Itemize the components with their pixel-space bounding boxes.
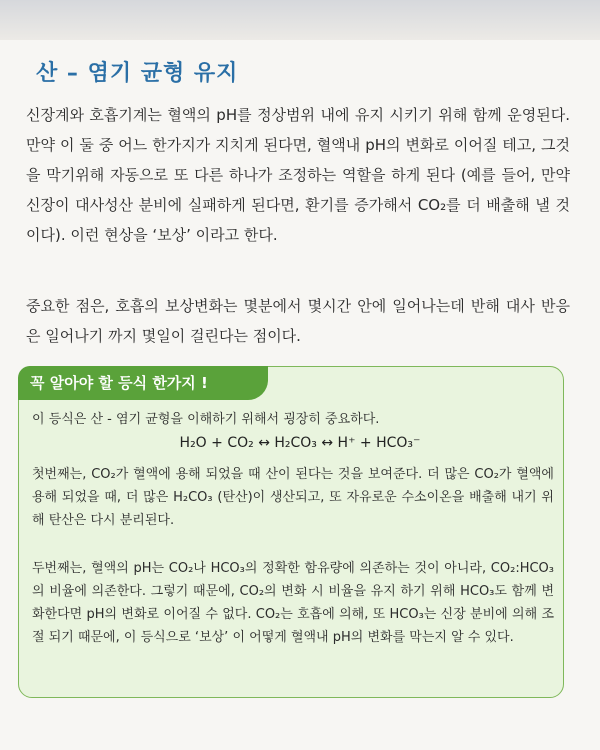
info-box-title: 꼭 알아야 할 등식 한가지 ! [18,366,268,400]
info-box-paragraph-1: 첫번째는, CO₂가 혈액에 용해 되었을 때 산이 된다는 것을 보여준다. 더 많은 CO₂가 혈액에 용해 되었을 때, 더 많은 H₂CO₃ (탄산)이 생산되고, 또 자유로운 수소이온을 배출해 내기 위해 탄산은 다시 분리된다. [32,467,554,528]
body-paragraph-1: 신장계와 호흡기계는 혈액의 pH를 정상범위 내에 유지 시키기 위해 함께 운영된다. 만약 이 둘 중 어느 한가지가 지치게 된다면, 혈액내 pH의 변화로 이어질 테고, 그것을 막기위해 자동으로 또 다른 하나가 조정하는 역할을 하게 된다 (예를 들어, 만약 신장이 대사성산 분비에 실패하게 된다면, 환기를 증가해서 CO₂를 더 배출해 낼 것이다). 이런 현상을 ‘보상’ 이라고 한다. [26,106,570,244]
chemical-equation: H₂O + CO₂ ↔ H₂CO₃ ↔ H⁺ + HCO₃⁻ [179,435,421,451]
info-box-paragraph-2: 두번째는, 혈액의 pH는 CO₂나 HCO₃의 정확한 함유량에 의존하는 것이 아니라, CO₂:HCO₃의 비율에 의존한다. 그렇기 때문에, CO₂의 변화 시 비율을 유지 하기 위해 HCO₃도 함께 변화한다면 pH의 변화로 이어질 수 없다. CO₂는 호흡에 의해, 또 HCO₃는 신장 분비에 의해 조절 되기 때문에, 이 등식으로 ‘보상’ 이 어떻게 혈액내 pH의 변화를 막는지 알 수 있다. [32,561,554,645]
page-top-shadow [0,0,600,40]
info-box-intro: 이 등식은 산 - 염기 균형을 이해하기 위해서 굉장히 중요하다. [32,412,380,427]
section-heading: 산 – 염기 균형 유지 [36,61,239,86]
body-paragraph-2: 중요한 점은, 호흡의 보상변화는 몇분에서 몇시간 안에 일어나는데 반해 대사 반응은 일어나기 까지 몇일이 걸린다는 점이다. [26,297,570,345]
